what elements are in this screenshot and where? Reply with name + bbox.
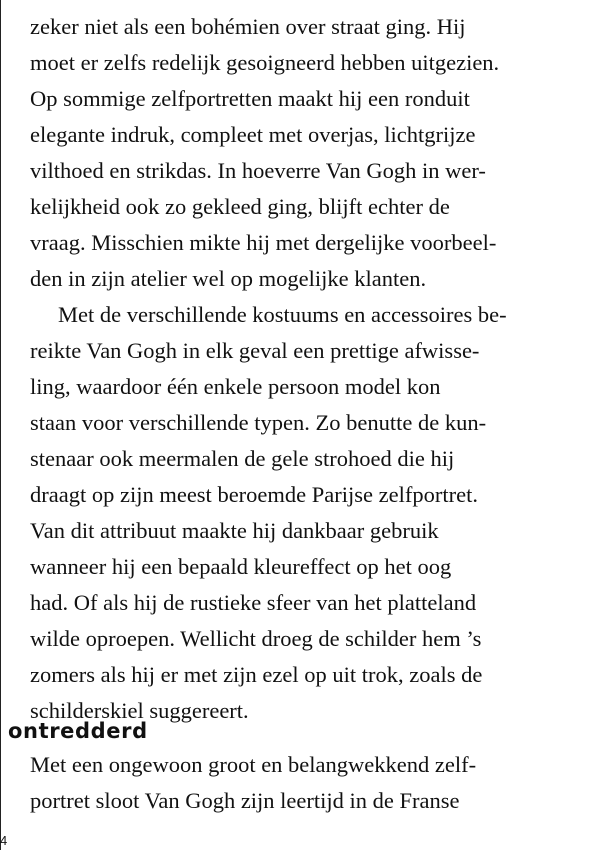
text-line: den in zijn atelier wel op mogelijke klanten. bbox=[30, 266, 427, 291]
text-line: Met de verschillende kostuums en accessoires be- bbox=[58, 302, 507, 327]
text-line: kelijkheid ook zo gekleed ging, blijft echter de bbox=[30, 194, 450, 219]
text-line: zomers als hij er met zijn ezel op uit trok, zoals de bbox=[30, 662, 483, 687]
text-line: staan voor verschillende typen. Zo benutte de kun- bbox=[30, 410, 487, 435]
text-line: schilderskiel suggereert. bbox=[30, 698, 249, 723]
text-line: wilde oproepen. Wellicht droeg de schilder hem ’s bbox=[30, 626, 482, 651]
text-line: elegante indruk, compleet met overjas, lichtgrijze bbox=[30, 122, 476, 147]
text-line: zeker niet als een bohémien over straat ging. Hij bbox=[30, 14, 466, 39]
text-line: moet er zelfs redelijk gesoigneerd hebben uitgezien. bbox=[30, 50, 500, 75]
text-line: Van dit attribuut maakte hij dankbaar gebruik bbox=[30, 518, 439, 543]
text-line: Op sommige zelfportretten maakt hij een ronduit bbox=[30, 86, 470, 111]
page-number: 4 bbox=[0, 833, 8, 848]
text-line: ling, waardoor één enkele persoon model kon bbox=[30, 374, 441, 399]
text-line: reikte Van Gogh in elk geval een prettige afwisse- bbox=[30, 338, 480, 363]
text-line: stenaar ook meermalen de gele strohoed die hij bbox=[30, 446, 455, 471]
text-line: draagt op zijn meest beroemde Parijse zelfportret. bbox=[30, 482, 478, 507]
text-line: Met een ongewoon groot en belangwekkend zelf- bbox=[30, 752, 477, 777]
text-line: portret sloot Van Gogh zijn leertijd in de Franse bbox=[30, 788, 460, 813]
text-line: vilthoed en strikdas. In hoeverre Van Gogh in wer- bbox=[30, 158, 486, 183]
section-heading: ontredderd bbox=[8, 719, 148, 743]
left-margin-rule bbox=[0, 0, 1, 850]
text-line: wanneer hij een bepaald kleureffect op het oog bbox=[30, 554, 452, 579]
text-line: vraag. Misschien mikte hij met dergelijke voorbeel- bbox=[30, 230, 497, 255]
text-line: had. Of als hij de rustieke sfeer van het platteland bbox=[30, 590, 477, 615]
